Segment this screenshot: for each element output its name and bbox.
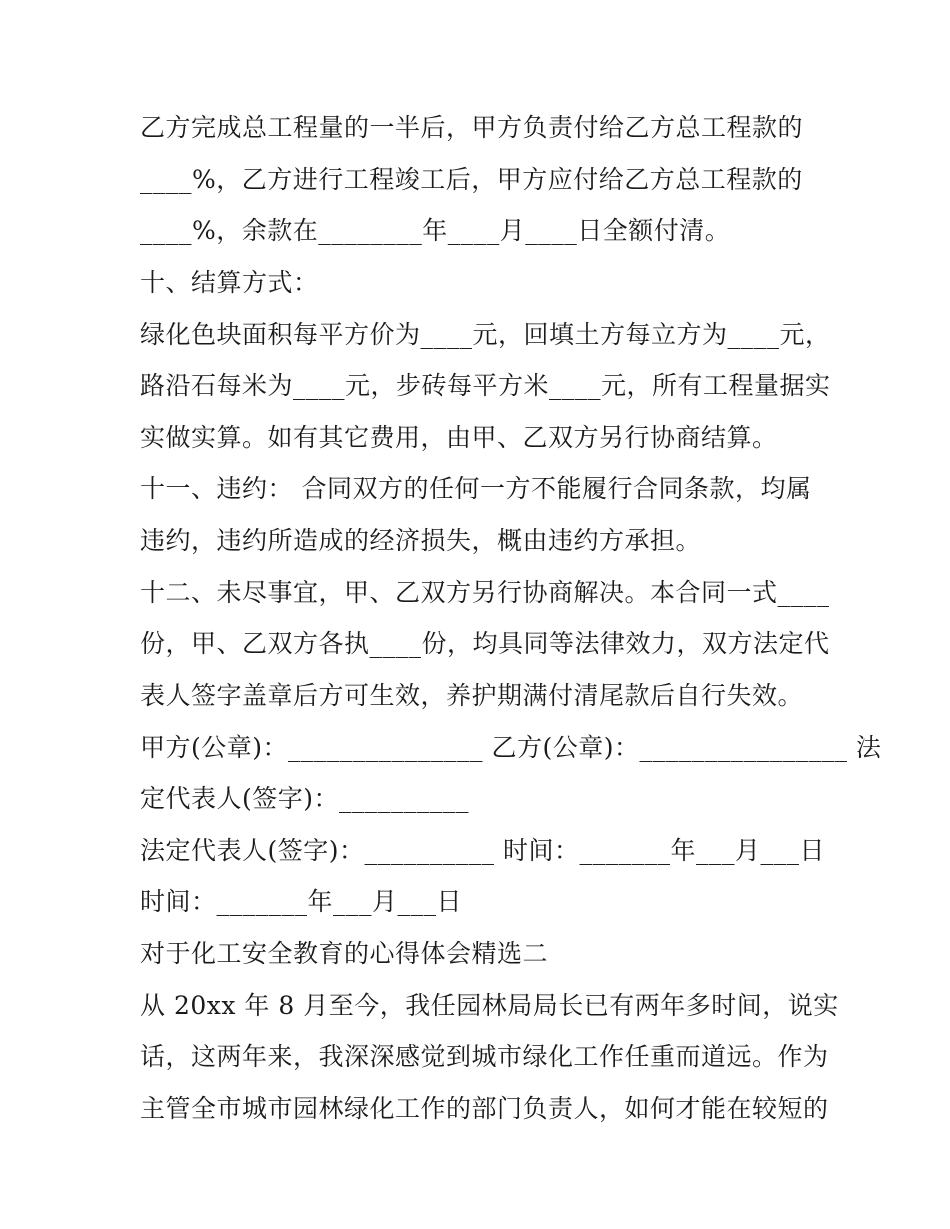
- text-line: 十一、违约： 合同双方的任何一方不能履行合同条款，均属: [140, 474, 812, 503]
- text-line: 十二、未尽事宜，甲、乙双方另行协商解决。本合同一式____: [140, 578, 830, 607]
- section-heading: 十、结算方式：: [140, 268, 319, 297]
- text-line: 违约，违约所造成的经济损失，概由违约方承担。: [140, 526, 702, 555]
- text-line: ____%，乙方进行工程竣工后，甲方应付给乙方总工程款的: [140, 165, 803, 194]
- text-line: ____%，余款在________年____月____日全额付清。: [140, 216, 731, 245]
- signature-line: 甲方(公章)：_______________ 乙方(公章)：________________ 法: [140, 733, 882, 762]
- text-line: 乙方完成总工程量的一半后，甲方负责付给乙方总工程款的: [140, 113, 804, 142]
- text-line: 路沿石每米为____元，步砖每平方米____元，所有工程量据实: [140, 371, 831, 400]
- signature-line: 法定代表人(签字)：__________ 时间：_______年___月___日: [140, 836, 825, 865]
- text-line: 份，甲、乙双方各执____份，均具同等法律效力，双方法定代: [140, 629, 830, 658]
- signature-line: 定代表人(签字)：__________: [140, 784, 470, 813]
- text-line: 表人签字盖章后方可生效，养护期满付清尾款后自行失效。: [140, 681, 804, 710]
- text-line: 实做实算。如有其它费用，由甲、乙双方另行协商结算。: [140, 423, 778, 452]
- article-title: 对于化工安全教育的心得体会精选二: [140, 939, 549, 968]
- date-line: 时间：_______年___月___日: [140, 887, 463, 916]
- text-line: 绿化色块面积每平方价为____元，回填土方每立方为____元，: [140, 320, 831, 349]
- text-line: 主管全市城市园林绿化工作的部门负责人，如何才能在较短的: [140, 1094, 829, 1123]
- text-line: 话，这两年来，我深深感觉到城市绿化工作任重而道远。作为: [140, 1042, 829, 1071]
- text-line: 从 20xx 年 8 月至今，我任园林局局长已有两年多时间，说实: [140, 991, 839, 1020]
